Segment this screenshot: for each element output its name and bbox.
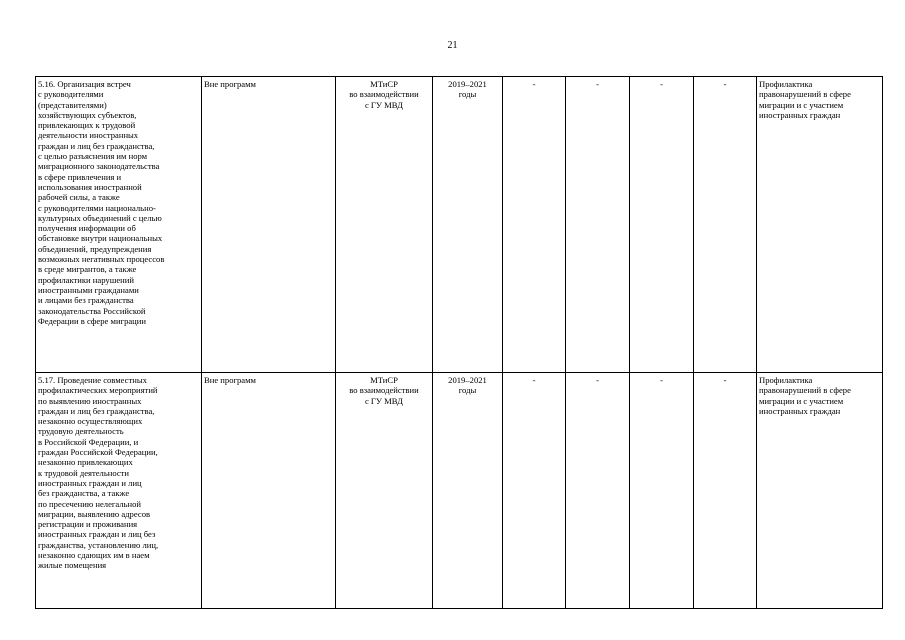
funding-cell-1	[503, 77, 566, 373]
text-line: с руководителями	[38, 89, 104, 100]
text-line: хозяйствующих субъектов,	[38, 109, 137, 120]
text-line: жилые помещения	[38, 560, 107, 571]
text-line: к трудовой деятельности	[38, 467, 130, 478]
funding-cell-4	[694, 77, 757, 373]
funding-cell-2	[566, 373, 630, 609]
text-line: 5.17. Проведение совместных	[38, 375, 147, 385]
text-line: по пресечению нелегальной	[38, 498, 142, 509]
table-row	[36, 373, 883, 609]
text-line: в среде мигрантов, а также	[38, 264, 137, 275]
program-value: Вне программ	[204, 79, 256, 89]
funding-value: -	[660, 375, 663, 385]
text-line: культурных объединений с целью	[38, 212, 162, 223]
funding-cell-3	[630, 77, 694, 373]
text-line: гражданства, установлению лиц,	[38, 539, 159, 550]
text-line: во взаимодействии	[349, 385, 419, 396]
funding-value: -	[532, 375, 536, 385]
text-line: годы	[458, 89, 477, 100]
text-line: (представителями)	[38, 99, 107, 110]
text-line: с руководителями национально-	[38, 202, 156, 213]
program-value: Вне программ	[204, 375, 256, 385]
executor-cell	[336, 77, 433, 373]
text-line: иностранных граждан	[759, 109, 841, 120]
text-line: незаконно сдающих им в наем	[38, 550, 150, 561]
text-line: регистрации и проживания	[38, 519, 138, 530]
table-row	[36, 77, 883, 373]
years-value	[435, 79, 500, 100]
funding-value: -	[596, 79, 599, 89]
funding-value: -	[660, 79, 663, 89]
text-line: граждан и лиц без гражданства,	[38, 140, 155, 151]
text-line: получения информации об	[38, 223, 136, 234]
text-line: миграции и с участием	[759, 99, 844, 110]
text-line: обстановке внутри национальных	[38, 233, 163, 244]
text-line: иностранных граждан	[759, 405, 841, 416]
text-line: миграции, выявлению адресов	[38, 508, 151, 519]
funding-cell-1	[503, 373, 566, 609]
expected-result-value	[759, 79, 880, 120]
table-body	[36, 77, 883, 609]
text-line: иностранных граждан и лиц без	[38, 529, 156, 540]
text-line: 5.16. Организация встреч	[38, 79, 131, 89]
text-line: с целью разъяснения им норм	[38, 151, 148, 162]
measure-description-cell	[36, 373, 202, 609]
text-line: во взаимодействии	[349, 89, 419, 100]
text-line: и лицами без гражданства	[38, 295, 134, 306]
text-line: правонарушений в сфере	[759, 385, 851, 396]
text-line: иностранных граждан и лиц	[38, 477, 142, 488]
executor-cell	[336, 373, 433, 609]
text-line: граждан и лиц без гражданства,	[38, 405, 155, 416]
text-line: миграционного законодательства	[38, 161, 160, 172]
text-line: миграции и с участием	[759, 395, 844, 406]
text-line: возможных негативных процессов	[38, 254, 165, 265]
text-line: иностранными гражданами	[38, 284, 139, 295]
text-line: МТиСР	[370, 375, 398, 385]
text-line: МТиСР	[370, 79, 398, 89]
text-line: без гражданства, а также	[38, 488, 130, 499]
text-line: незаконно осуществляющих	[38, 416, 143, 427]
measures-table	[35, 76, 883, 609]
text-line: привлекающих к трудовой	[38, 120, 136, 131]
text-line: Федерации в сфере миграции	[38, 315, 146, 326]
years-value	[435, 375, 500, 396]
text-line: рабочей силы, а также	[38, 192, 120, 203]
text-line: Профилактика	[759, 375, 813, 385]
text-line: деятельности иностранных	[38, 130, 139, 141]
text-line: граждан Российской Федерации,	[38, 447, 158, 458]
text-line: 2019–2021	[448, 79, 487, 89]
text-line: использования иностранной	[38, 181, 142, 192]
text-line: 2019–2021	[448, 375, 487, 385]
text-line: трудовую деятельность	[38, 426, 124, 437]
funding-value: -	[532, 79, 536, 89]
funding-value: -	[723, 79, 727, 89]
program-cell	[202, 77, 336, 373]
text-line: с ГУ МВД	[364, 99, 404, 110]
text-line: в сфере привлечения и	[38, 171, 122, 182]
years-cell	[433, 373, 503, 609]
funding-cell-4	[694, 373, 757, 609]
text-line: профилактики нарушений	[38, 274, 134, 285]
text-line: незаконно привлекающих	[38, 457, 133, 468]
years-cell	[433, 77, 503, 373]
funding-value: -	[723, 375, 727, 385]
page-number: 21	[447, 40, 458, 51]
funding-value: -	[596, 375, 599, 385]
executor-value	[338, 79, 430, 110]
measure-description-cell	[36, 77, 202, 373]
measure-description	[38, 375, 199, 571]
text-line: в Российской Федерации, и	[38, 436, 139, 447]
text-line: законодательства Российской	[38, 305, 146, 316]
program-cell	[202, 373, 336, 609]
text-line: правонарушений в сфере	[759, 89, 851, 100]
measure-description	[38, 79, 199, 326]
expected-result-cell	[757, 77, 883, 373]
text-line: Профилактика	[759, 79, 813, 89]
executor-value	[338, 375, 430, 406]
expected-result-cell	[757, 373, 883, 609]
text-line: профилактических мероприятий	[38, 385, 158, 396]
text-line: с ГУ МВД	[364, 395, 404, 406]
text-line: по выявлению иностранных	[38, 395, 142, 406]
funding-cell-2	[566, 77, 630, 373]
text-line: объединений, предупреждения	[38, 243, 152, 254]
expected-result-value	[759, 375, 880, 416]
funding-cell-3	[630, 373, 694, 609]
text-line: годы	[458, 385, 477, 396]
